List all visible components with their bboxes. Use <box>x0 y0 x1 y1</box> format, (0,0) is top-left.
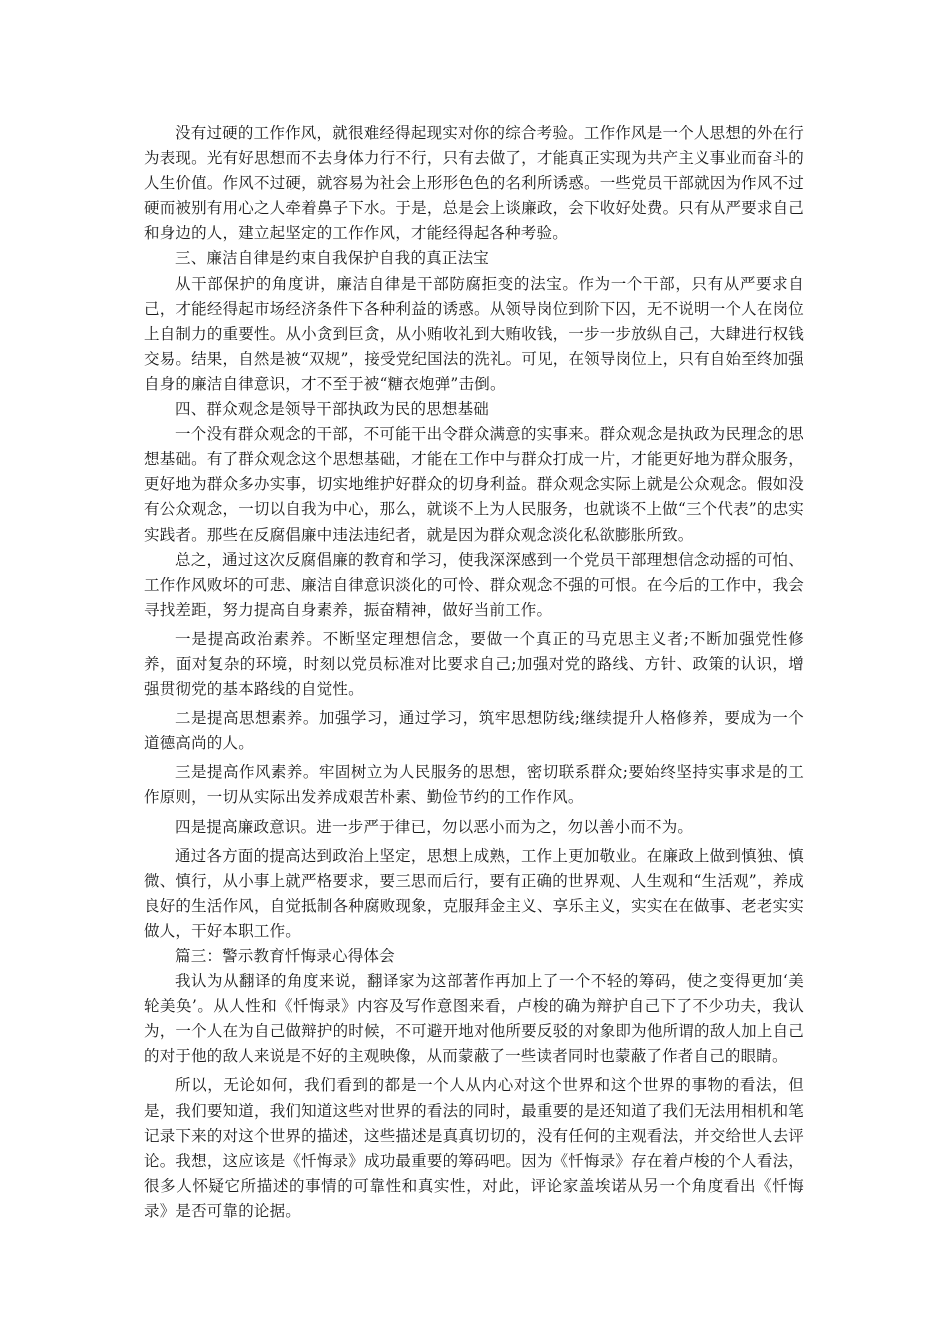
paragraph-work-style: 没有过硬的工作作风，就很难经得起现实对你的综合考验。工作作风是一个人思想的外在行为表现。光有好思想而不去身体力行不行，只有去做了，才能真正实现为共产主义事业而奋斗的人生价值。作风不过硬，就容易为社会上形形色色的名利所诱惑。一些党员干部就因为作风不过硬而被别有用心之人牵着鼻子下水。于是，总是会上谈廉政，会下收好处费。只有从严要求自己和身边的人，建立起坚定的工作作风，才能经得起各种考验。 <box>144 124 804 243</box>
chapter-heading-part-three: 篇三：警示教育忏悔录心得体会 <box>175 947 395 965</box>
section-heading-integrity: 三、廉洁自律是约束自我保护自我的真正法宝 <box>175 249 490 268</box>
paragraph-ideological: 二是提高思想素养。加强学习，通过学习，筑牢思想防线;继续提升人格修养，要成为一个道德高尚的人。 <box>144 709 804 753</box>
paragraph-mass-concept: 一个没有群众观念的干部，不可能干出令群众满意的实事来。群众观念是执政为民理念的思想基础。有了群众观念这个思想基础，才能在工作中与群众打成一片，才能更好地为群众服务，更好地为群众多办实事，切实地维护好群众的切身利益。群众观念实际上就是公众观念。假如没有公众观念，一切以自我为中心，那么，就谈不上为人民服务，也就谈不上做“三个代表”的忠实实践者。那些在反腐倡廉中违法违纪者，就是因为群众观念淡化私欲膨胀所致。 <box>144 425 804 544</box>
paragraph-confessions: 所以，无论如何，我们看到的都是一个人从内心对这个世界和这个世界的事物的看法，但是，我们要知道，我们知道这些对世界的看法的同时，最重要的是还知道了我们无法用相机和笔记录下来的对这个世界的描述，这些描述是真真切切的，没有任何的主观看法，并交给世人去评论。我想，这应该是《忏悔录》成功最重要的筹码吧。因为《忏悔录》存在着卢梭的个人看法，很多人怀疑它所描述的事情的可靠性和真实性，对此，评论家盖埃诺从另一个角度看出《忏悔录》是否可靠的论据。 <box>144 1076 804 1220</box>
paragraph-style: 三是提高作风素养。牢固树立为人民服务的思想，密切联系群众;要始终坚持实事求是的工作原则，一切从实际出发养成艰苦朴素、勤俭节约的工作作风。 <box>144 763 804 807</box>
paragraph-translation: 我认为从翻译的角度来说，翻译家为这部著作再加上了一个不轻的筹码，使之变得更加‘美轮美奂’。从人性和《忏悔录》内容及写作意图来看，卢梭的确为辩护自己下了不少功夫，我认为，一个人在为自己做辩护的时候，不可避开地对他所要反驳的对象即为他所谓的敌人加上自己的对于他的敌人来说是不好的主观映像，从而蒙蔽了一些读者同时也蒙蔽了作者自己的眼睛。 <box>144 972 804 1066</box>
paragraph-political: 一是提高政治素养。不断坚定理想信念，要做一个真正的马克思主义者;不断加强党性修养，面对复杂的环境，时刻以党员标准对比要求自己;加强对党的路线、方针、政策的认识，增强贯彻党的基本路线的自觉性。 <box>144 629 804 699</box>
paragraph-integrity-awareness: 四是提高廉政意识。进一步严于律已，勿以恶小而为之，勿以善小而不为。 <box>175 817 694 836</box>
document-body <box>144 121 804 1224</box>
paragraph-integrity: 从干部保护的角度讲，廉洁自律是干部防腐拒变的法宝。作为一个干部，只有从严要求自己，才能经得起市场经济条件下各种利益的诱惑。从领导岗位到阶下囚，无不说明一个人在岗位上自制力的重要性。从小贪到巨贪，从小贿收礼到大贿收钱，一步一步放纵自己，大肆进行权钱交易。结果，自然是被“双规”，接受党纪国法的洗礼。可见，在领导岗位上，只有自始至终加强自身的廉洁自律意识，才不至于被“糖衣炮弹”击倒。 <box>144 274 804 393</box>
section-heading-mass-concept: 四、群众观念是领导干部执政为民的思想基础 <box>175 400 490 419</box>
paragraph-conclusion: 通过各方面的提高达到政治上坚定，思想上成熟，工作上更加敬业。在廉政上做到慎独、慎微、慎行，从小事上就严格要求，要三思而后行，要有正确的世界观、人生观和“生活观”，养成良好的生活作风，自觉抵制各种腐败现象，克服拜金主义、享乐主义，实实在在做事、老老实实做人，干好本职工作。 <box>144 846 804 940</box>
paragraph-summary: 总之，通过这次反腐倡廉的教育和学习，使我深深感到一个党员干部理想信念动摇的可怕、工作作风败坏的可悲、廉洁自律意识淡化的可怜、群众观念不强的可恨。在今后的工作中，我会寻找差距，努力提高自身素养，振奋精神，做好当前工作。 <box>144 550 804 619</box>
